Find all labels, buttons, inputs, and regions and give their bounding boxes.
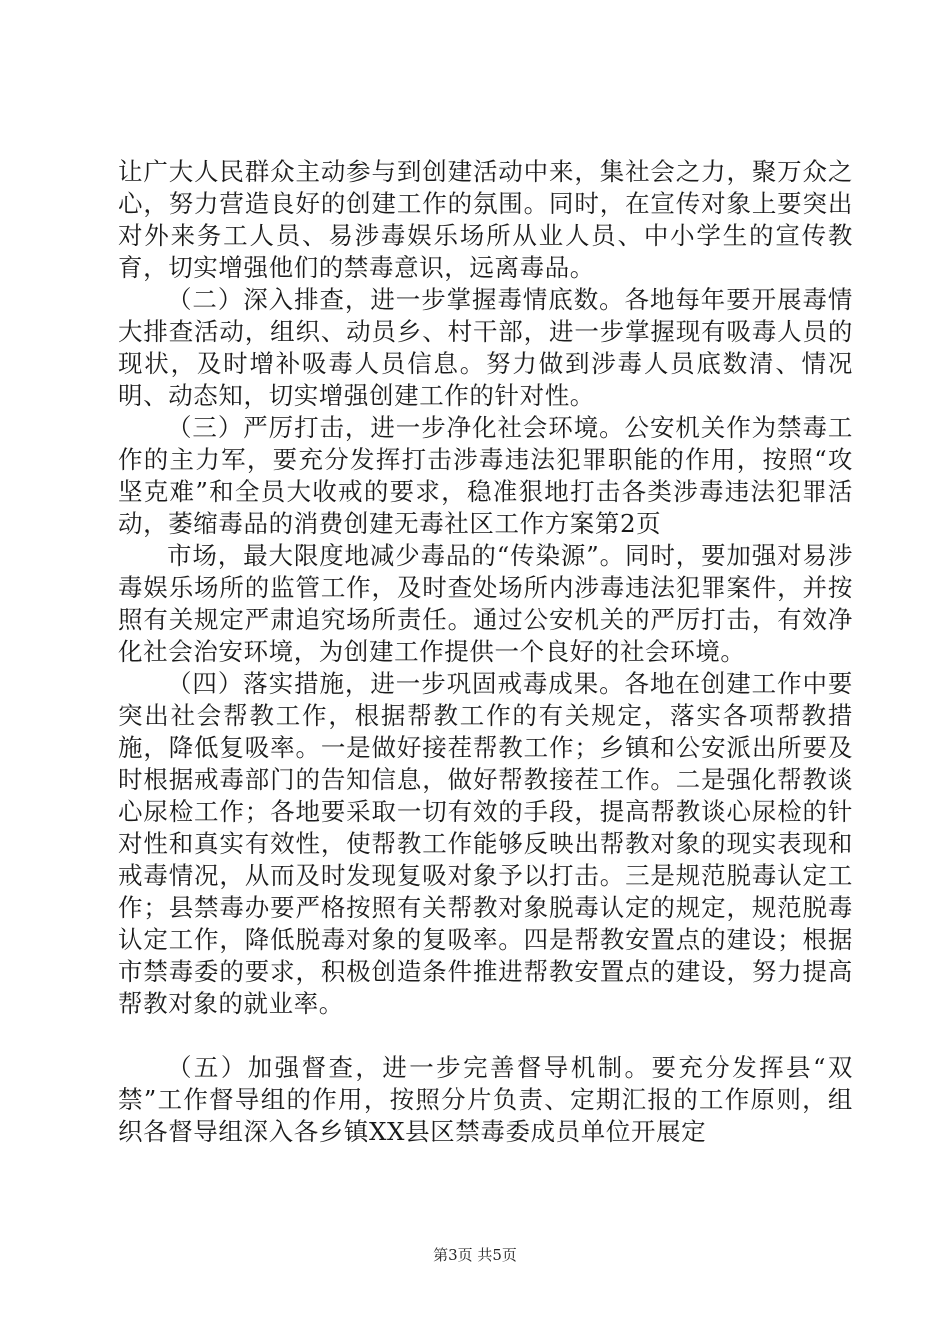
document-body [118, 156, 853, 1148]
paragraph-continuation: 让广大人民群众主动参与到创建活动中来，集社会之力，聚万众之心，努力营造良好的创建工作的氛围。同时，在宣传对象上要突出对外来务工人员、易涉毒娱乐场所从业人员、中小学生的宣传教育，切实增强他们的禁毒意识，远离毒品。 [118, 157, 853, 282]
paragraph-section-5: （五）加强督查，进一步完善督导机制。要充分发挥县“双禁”工作督导组的作用，按照分片负责、定期汇报的工作原则，组织各督导组深入各乡镇XX县区禁毒委成员单位开展定 [118, 1053, 853, 1146]
paragraph-section-3-continued: 市场，最大限度地减少毒品的“传染源”。同时，要加强对易涉毒娱乐场所的监管工作，及时查处场所内涉毒违法犯罪案件，并按照有关规定严肃追究场所责任。通过公安机关的严厉打击，有效净化社会治安环境，为创建工作提供一个良好的社会环境。 [118, 541, 853, 666]
paragraph-section-3: （三）严厉打击，进一步净化社会环境。公安机关作为禁毒工作的主力军，要充分发挥打击涉毒违法犯罪职能的作用，按照“攻坚克难”和全员大收戒的要求，稳准狠地打击各类涉毒违法犯罪活动，萎缩毒品的消费创建无毒社区工作方案第2页 [118, 413, 853, 538]
paragraph-section-2: （二）深入排查，进一步掌握毒情底数。各地每年要开展毒情大排查活动，组织、动员乡、村干部，进一步掌握现有吸毒人员的现状，及时增补吸毒人员信息。努力做到涉毒人员底数清、情况明、动态知，切实增强创建工作的针对性。 [118, 285, 853, 410]
paragraph-section-4: （四）落实措施，进一步巩固戒毒成果。各地在创建工作中要突出社会帮教工作，根据帮教工作的有关规定，落实各项帮教措施，降低复吸率。一是做好接茬帮教工作；乡镇和公安派出所要及时根据戒毒部门的告知信息，做好帮教接茬工作。二是强化帮教谈心尿检工作；各地要采取一切有效的手段，提高帮教谈心尿检的针对性和真实有效性，使帮教工作能够反映出帮教对象的现实表现和戒毒情况，从而及时发现复吸对象予以打击。三是规范脱毒认定工作；县禁毒办要严格按照有关帮教对象脱毒认定的规定，规范脱毒认定工作，降低脱毒对象的复吸率。四是帮教安置点的建设；根据市禁毒委的要求，积极创造条件推进帮教安置点的建设，努力提高帮教对象的就业率。 [118, 669, 853, 1018]
page-footer: 第3页 共5页 [433, 1246, 517, 1264]
